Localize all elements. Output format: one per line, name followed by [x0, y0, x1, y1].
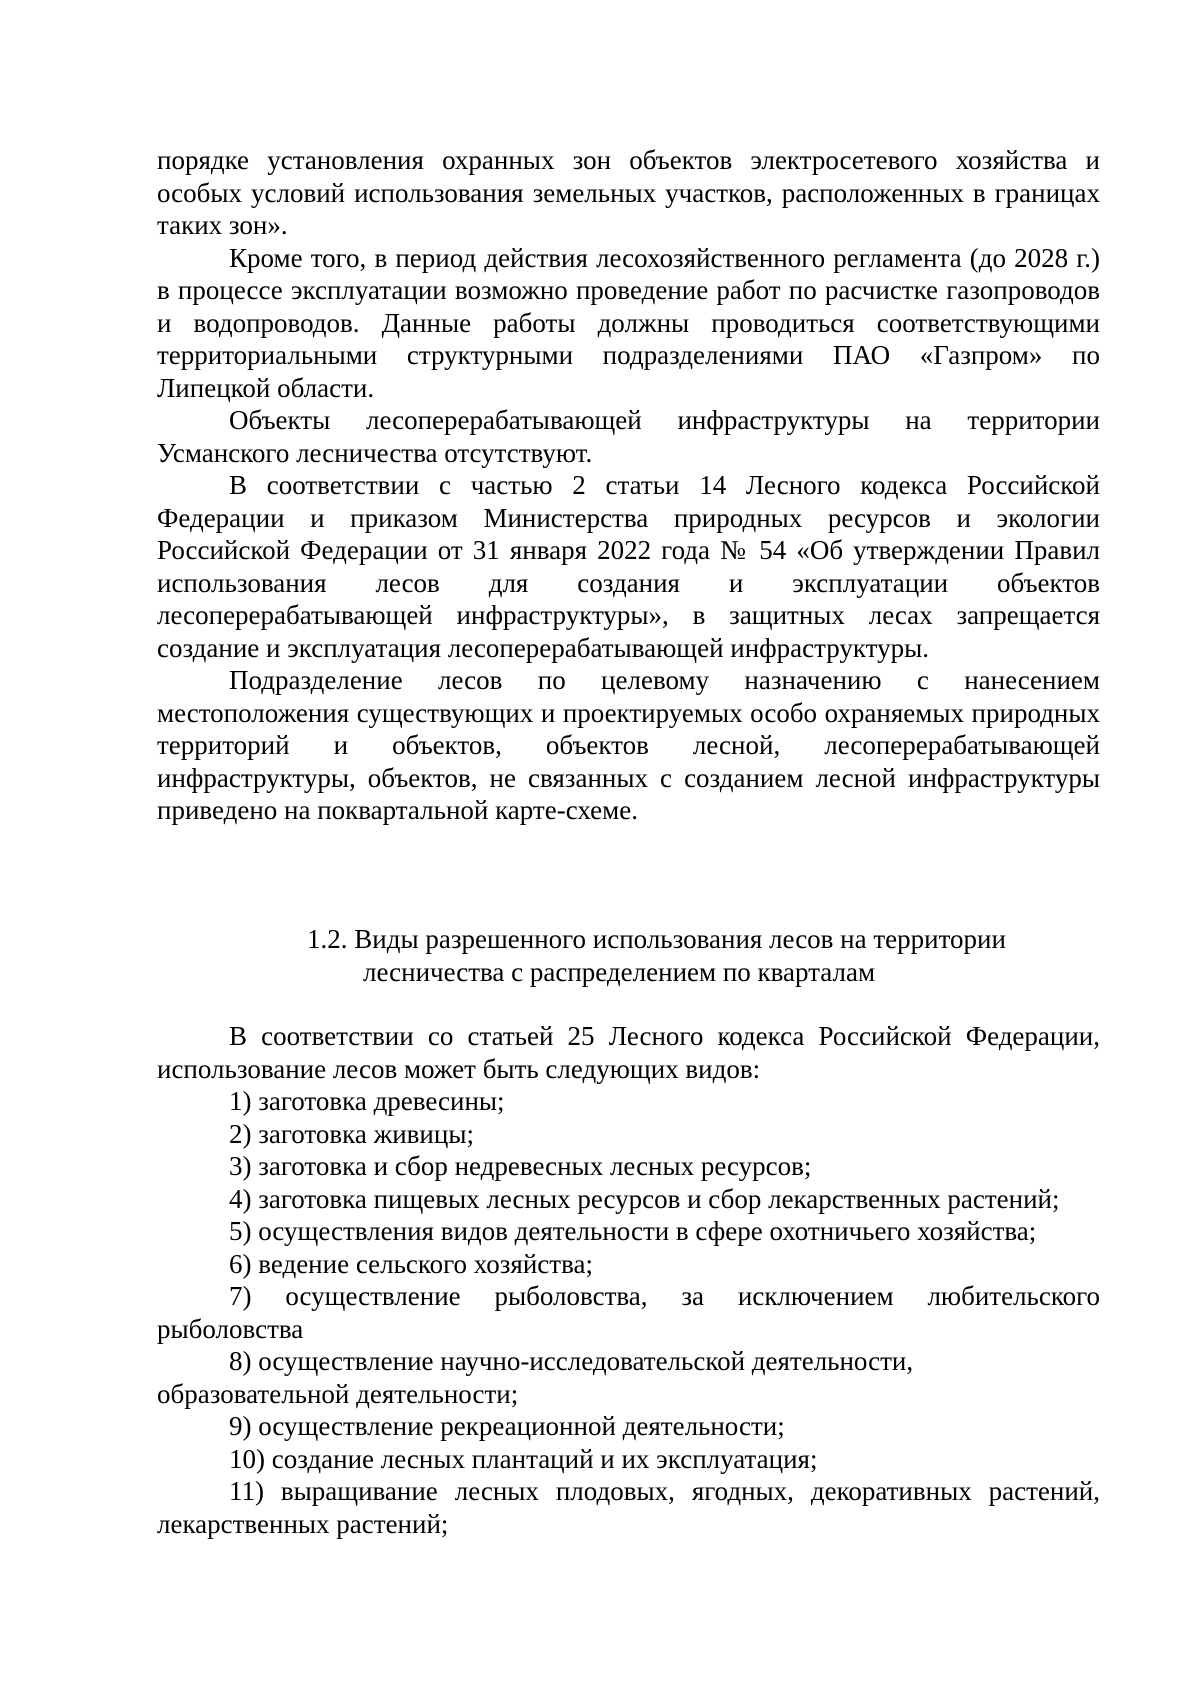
list-item: 2) заготовка живицы; — [229, 1118, 474, 1149]
permitted-uses-section — [157, 1020, 1100, 1540]
list-item: 8) осуществление научно-исследовательской деятельности, образовательной деятельности; — [157, 1346, 914, 1409]
paragraph-infrastructure-absent: Объекты лесоперерабатывающей инфраструктуры на территории Усманского лесничества отсутствуют. — [157, 405, 1100, 468]
paragraph-gas-pipelines: Кроме того, в период действия лесохозяйственного регламента (до 2028 г.) в процессе эксплуатации возможно проведение работ по расчистке газопроводов и водопроводов. Данные работы должны проводиться соответствующими территориальными структурными подразделениями ПАО «Газпром» по Липецкой области. — [157, 242, 1100, 403]
section-heading — [157, 923, 1100, 988]
list-item: 4) заготовка пищевых лесных ресурсов и сбор лекарственных растений; — [229, 1183, 1060, 1214]
list-item: 3) заготовка и сбор недревесных лесных ресурсов; — [229, 1151, 812, 1181]
paragraph-forest-division: Подразделение лесов по целевому назначению с нанесением местоположения существующих и проектируемых особо охраняемых природных территорий и объектов, объектов лесной, лесоперерабатывающей инфраструктуры, объектов, не связанных с созданием лесной инфраструктуры приведено на поквартальной карте-схеме. — [157, 665, 1100, 825]
list-item: 5) осуществления видов деятельности в сфере охотничьего хозяйства; — [229, 1216, 1037, 1246]
section-heading-line-1: 1.2. Виды разрешенного использования лесов на территории — [307, 924, 1006, 954]
list-item: 11) выращивание лесных плодовых, ягодных, декоративных растений, лекарственных растений; — [157, 1476, 1100, 1539]
list-item: 6) ведение сельского хозяйства; — [229, 1248, 593, 1279]
paragraph-continuation: порядке установления охранных зон объектов электросетевого хозяйства и особых условий использования земельных участков, расположенных в границах таких зон». — [157, 145, 1100, 240]
list-item: 10) создание лесных плантаций и их эксплуатация; — [229, 1443, 818, 1474]
section-heading-line-2: лесничества с распределением по кварталам — [363, 956, 876, 987]
section-intro: В соответствии со статьей 25 Лесного кодекса Российской Федерации, использование лесов может быть следующих видов: — [157, 1021, 1100, 1084]
list-item: 7) осуществление рыболовства, за исключением любительского рыболовства — [157, 1281, 1100, 1344]
paragraph-legal-basis: В соответствии с частью 2 статьи 14 Лесного кодекса Российской Федерации и приказом Министерства природных ресурсов и экологии Российской Федерации от 31 января 2022 года № 54 «Об утверждении Правил использования лесов для создания и эксплуатации объектов лесоперерабатывающей инфраструктуры», в защитных лесах запрещается создание и эксплуатация лесоперерабатывающей инфраструктуры. — [157, 470, 1100, 663]
list-item: 1) заготовка древесины; — [229, 1086, 505, 1116]
body-text — [157, 144, 1100, 827]
list-item: 9) осуществление рекреационной деятельности; — [229, 1411, 785, 1441]
